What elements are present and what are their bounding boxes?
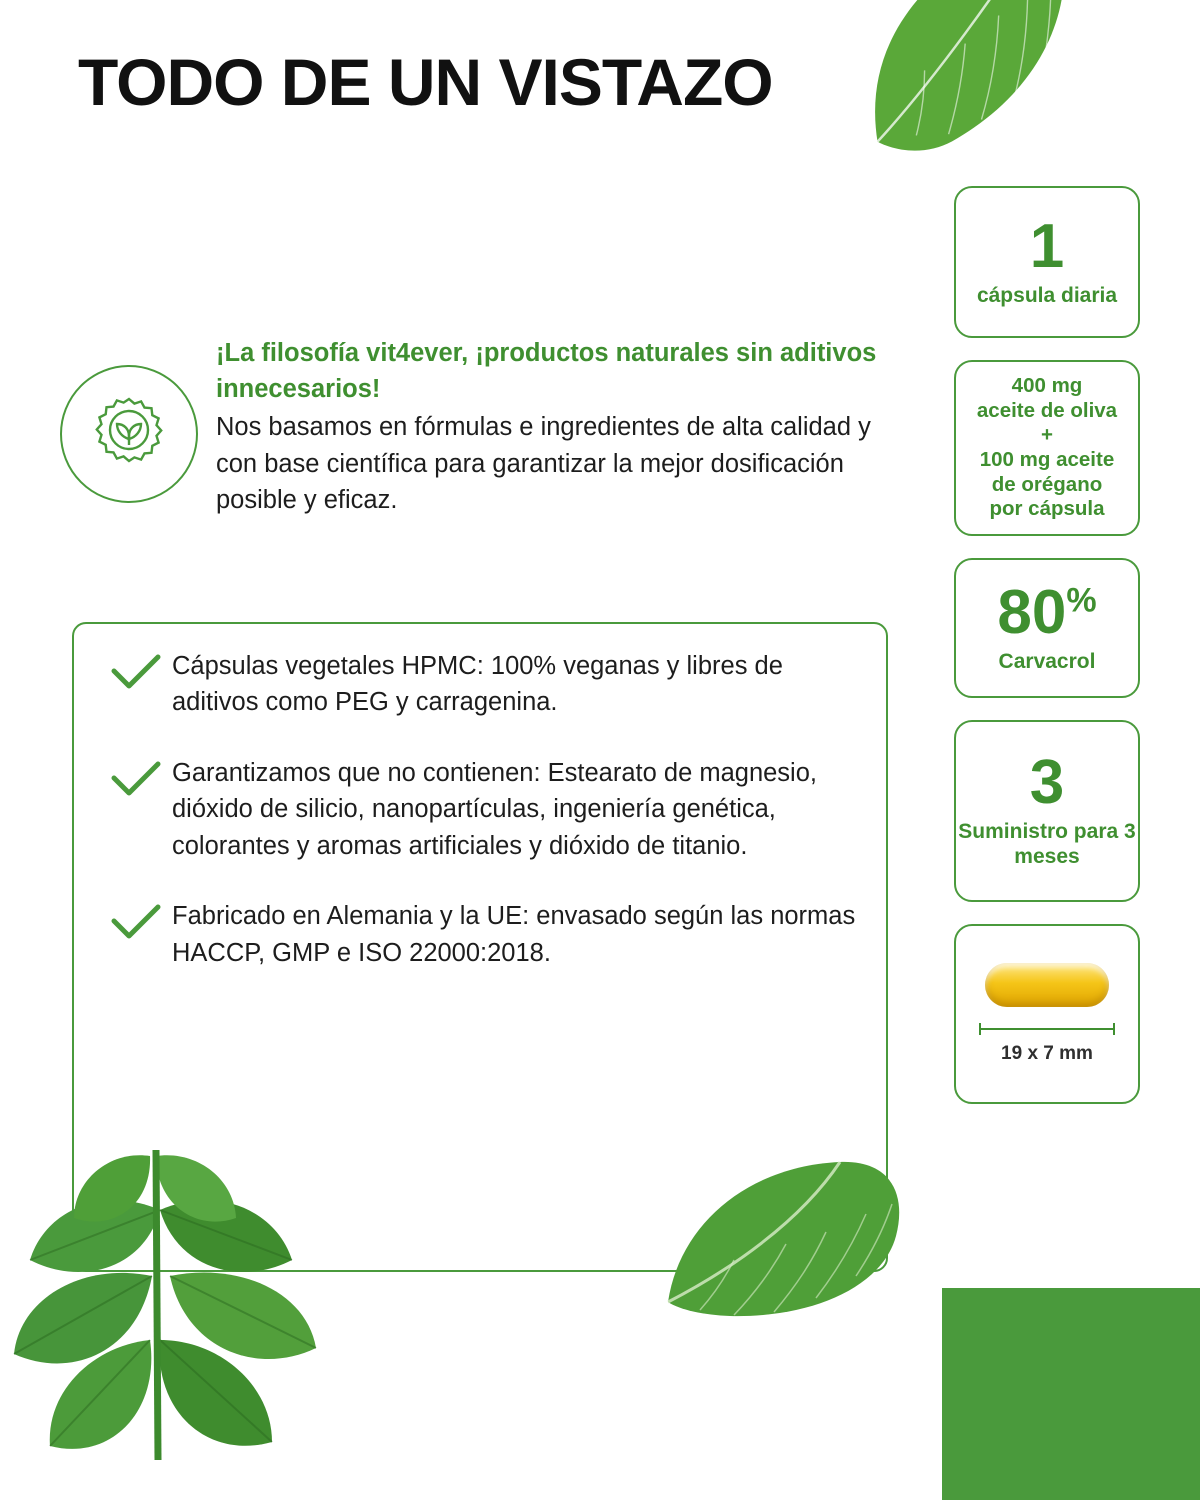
fact-content-line4: 100 mg aceite [979,448,1115,471]
philosophy-body: Nos basamos en fórmulas e ingredientes de alta calidad y con base científica para garantizar la mejor dosificación posible y eficaz. [216,413,871,514]
list-item [110,755,870,864]
philosophy-text [216,335,900,518]
fact-content-line3: + [1041,423,1053,447]
fact-capsule-dimensions: 19 x 7 mm [1001,1043,1093,1064]
fact-daily-dose-label: cápsula diaria [976,283,1118,307]
features-list [110,648,870,1005]
fact-carvacrol-unit: % [1066,580,1097,619]
check-icon [110,654,162,694]
fact-daily-dose [954,186,1140,338]
list-item-label: Garantizamos que no contienen: Estearato de magnesio, dióxido de silicio, nanopartículas, ingeniería genética, colorantes y aromas artificiales y dióxido de titanio. [172,758,817,860]
check-icon [110,761,162,801]
list-item [110,898,870,971]
softgel-capsule-icon [985,963,1109,1007]
seal-leaf-icon [60,365,198,503]
page-title: TODO DE UN VISTAZO [78,45,773,119]
philosophy-title: ¡La filosofía vit4ever, ¡productos naturales sin aditivos innecesarios! [216,339,877,404]
fact-supply-value: 3 [1029,748,1065,818]
fact-capsule-size [954,924,1140,1104]
fact-supply-label: Suministro para 3 meses [958,820,1136,868]
philosophy-section [60,335,900,518]
fact-carvacrol-label: Carvacrol [998,649,1096,673]
fact-content-line6: por cápsula [989,497,1105,521]
check-icon [110,904,162,944]
fact-content [954,360,1140,536]
fact-content-line5: de orégano [991,472,1103,496]
leaf-decoration-top-icon [811,0,1135,181]
fact-daily-dose-value: 1 [1029,211,1065,281]
fact-supply [954,720,1140,902]
oregano-plant-image [10,1090,530,1490]
green-accent-block [942,1288,1200,1500]
fact-carvacrol [954,558,1140,698]
dimension-line [979,1023,1115,1035]
facts-panel [954,186,1140,1126]
leaf-decoration-right-icon [660,1152,910,1322]
list-item-label: Cápsulas vegetales HPMC: 100% veganas y libres de aditivos como PEG y carragenina. [172,652,783,717]
fact-content-line1: 400 mg [1011,374,1083,398]
fact-carvacrol-value: 80% [997,577,1097,647]
fact-content-line2: aceite de oliva [976,398,1118,422]
list-item [110,648,870,721]
list-item-label: Fabricado en Alemania y la UE: envasado según las normas HACCP, GMP e ISO 22000:2018. [172,902,856,967]
